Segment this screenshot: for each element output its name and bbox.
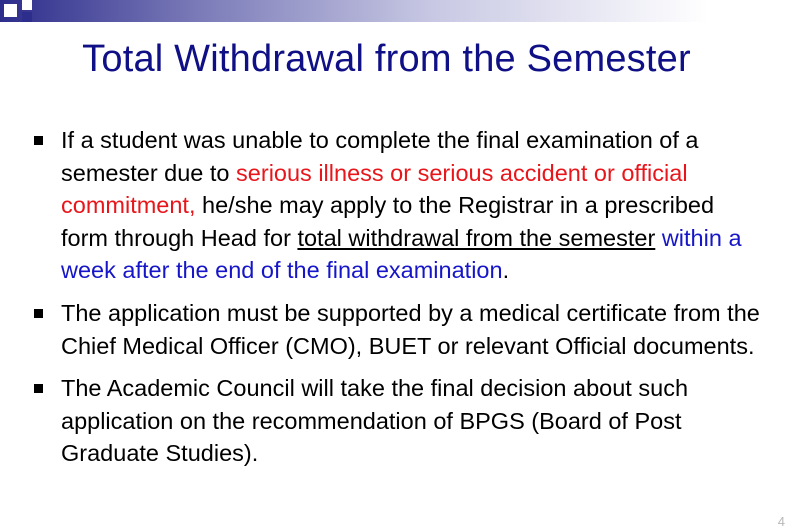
bullet-text-segment: within a week after the end of the final examination — [61, 224, 742, 284]
bullet-text-segment: If a student was unable to complete the final examination of a semester due to — [61, 127, 699, 186]
decoration-square — [22, 12, 32, 22]
bullet-list — [34, 124, 764, 480]
bullet-item — [34, 372, 764, 470]
bullet-square-icon — [34, 136, 43, 145]
bullet-text-segment: serious illness or serious accident or official commitment, — [61, 159, 688, 219]
bullet-text-segment: he/she may apply to the Registrar in a prescribed form through Head for — [61, 192, 715, 251]
slide-title: Total Withdrawal from the Semester — [82, 38, 691, 80]
bullet-text-segment: total withdrawal from the semester — [297, 224, 656, 251]
slide-number: 4 — [777, 514, 785, 529]
bullet-square-icon — [34, 384, 43, 393]
bullet-square-icon — [34, 309, 43, 318]
decoration-square — [22, 0, 32, 10]
bullet-text-segment: The application must be supported by a medical certificate from the Chief Medical Officer (CMO), BUET or relevant Official documents. — [61, 299, 760, 359]
corner-decoration — [0, 0, 787, 22]
decoration-square — [4, 4, 17, 17]
bullet-text-segment: The Academic Council will take the final decision about such application on the recommendation of BPGS (Board of Post Graduate Studies). — [61, 375, 689, 467]
bullet-text-segment: . — [502, 257, 510, 284]
bullet-item — [34, 124, 764, 287]
bullet-item — [34, 297, 764, 362]
